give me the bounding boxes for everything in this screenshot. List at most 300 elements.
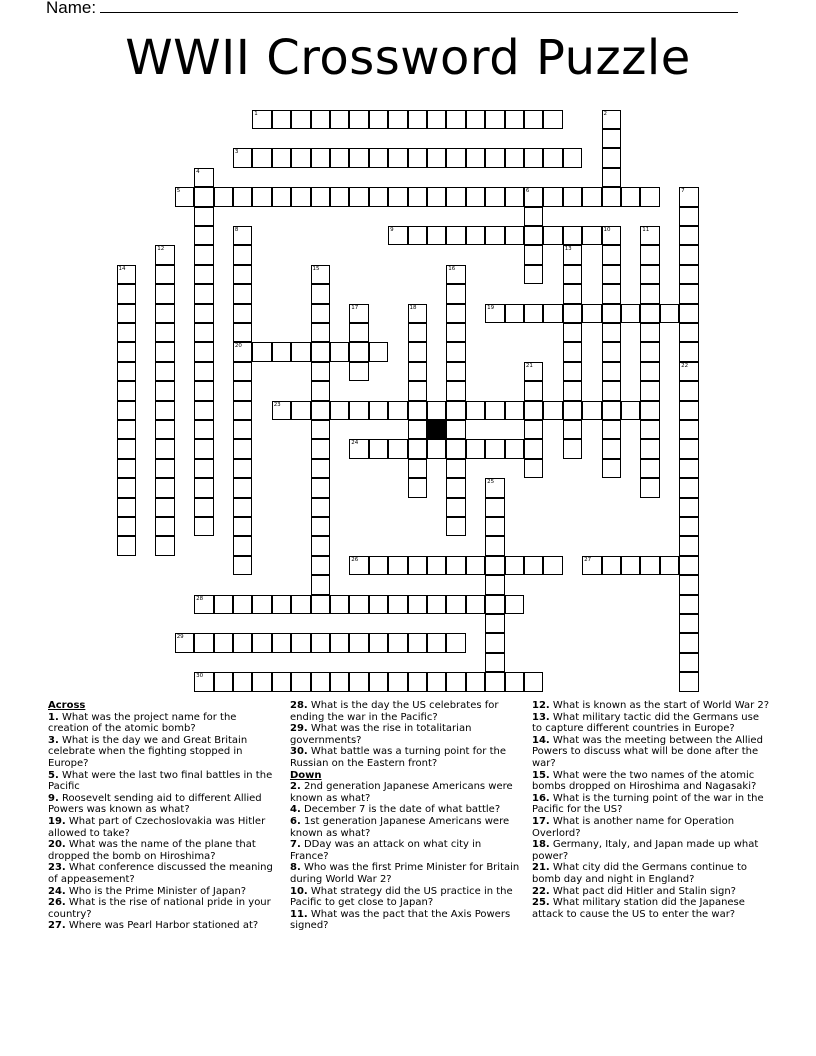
grid-cell[interactable] [505,187,525,207]
grid-cell[interactable] [427,556,447,576]
grid-cell[interactable] [621,401,641,421]
grid-cell[interactable] [543,187,563,207]
grid-cell[interactable] [427,110,447,130]
grid-cell[interactable] [679,342,699,362]
grid-cell[interactable] [466,401,486,421]
grid-cell[interactable] [233,633,253,653]
grid-cell[interactable] [543,110,563,130]
grid-cell[interactable] [311,536,331,556]
grid-cell[interactable] [485,401,505,421]
grid-cell[interactable] [194,342,214,362]
grid-cell[interactable] [311,478,331,498]
grid-cell[interactable] [155,362,175,382]
grid-cell[interactable] [563,245,583,265]
grid-cell[interactable] [446,556,466,576]
grid-cell[interactable] [524,556,544,576]
grid-cell[interactable] [505,595,525,615]
grid-cell[interactable] [640,323,660,343]
grid-cell[interactable] [233,498,253,518]
grid-cell[interactable] [485,536,505,556]
grid-cell[interactable] [466,439,486,459]
grid-cell[interactable] [505,110,525,130]
grid-cell[interactable] [311,284,331,304]
grid-cell[interactable] [194,381,214,401]
grid-cell[interactable] [194,439,214,459]
grid-cell[interactable] [660,304,680,324]
grid-cell[interactable] [485,614,505,634]
grid-cell[interactable] [563,362,583,382]
grid-cell[interactable] [291,401,311,421]
grid-cell[interactable] [427,633,447,653]
grid-cell[interactable] [640,304,660,324]
grid-cell[interactable] [640,265,660,285]
grid-cell[interactable] [252,110,272,130]
grid-cell[interactable] [408,439,428,459]
grid-cell[interactable] [602,342,622,362]
grid-cell[interactable] [679,633,699,653]
grid-cell[interactable] [408,323,428,343]
grid-cell[interactable] [446,595,466,615]
grid-cell[interactable] [175,633,195,653]
grid-cell[interactable] [524,148,544,168]
grid-cell[interactable] [524,381,544,401]
grid-cell[interactable] [679,401,699,421]
grid-cell[interactable] [369,439,389,459]
grid-cell[interactable] [330,342,350,362]
grid-cell[interactable] [640,245,660,265]
grid-cell[interactable] [543,148,563,168]
grid-cell[interactable] [563,284,583,304]
grid-cell[interactable] [563,226,583,246]
grid-cell[interactable] [330,672,350,692]
grid-cell[interactable] [563,323,583,343]
grid-cell[interactable] [427,672,447,692]
grid-cell[interactable] [388,148,408,168]
grid-cell[interactable] [408,342,428,362]
grid-cell[interactable] [330,110,350,130]
grid-cell[interactable] [349,148,369,168]
grid-cell[interactable] [194,304,214,324]
grid-cell[interactable] [155,420,175,440]
grid-cell[interactable] [214,595,234,615]
grid-cell[interactable] [408,362,428,382]
grid-cell[interactable] [311,265,331,285]
grid-cell[interactable] [660,556,680,576]
grid-cell[interactable] [330,595,350,615]
grid-cell[interactable] [388,226,408,246]
grid-cell[interactable] [117,420,137,440]
grid-cell[interactable] [349,323,369,343]
grid-cell[interactable] [369,401,389,421]
grid-cell[interactable] [233,362,253,382]
grid-cell[interactable] [485,187,505,207]
grid-cell[interactable] [349,342,369,362]
grid-cell[interactable] [272,401,292,421]
grid-cell[interactable] [349,187,369,207]
grid-cell[interactable] [679,265,699,285]
grid-cell[interactable] [485,575,505,595]
grid-cell[interactable] [311,439,331,459]
grid-cell[interactable] [621,556,641,576]
grid-cell[interactable] [233,148,253,168]
grid-cell[interactable] [408,110,428,130]
grid-cell[interactable] [543,226,563,246]
grid-cell[interactable] [602,284,622,304]
grid-cell[interactable] [679,575,699,595]
grid-cell[interactable] [602,459,622,479]
grid-cell[interactable] [155,342,175,362]
grid-cell[interactable] [679,381,699,401]
grid-cell[interactable] [214,672,234,692]
grid-cell[interactable] [330,401,350,421]
grid-cell[interactable] [563,420,583,440]
grid-cell[interactable] [679,536,699,556]
grid-cell[interactable] [679,323,699,343]
grid-cell[interactable] [524,187,544,207]
grid-cell[interactable] [194,207,214,227]
grid-cell[interactable] [446,284,466,304]
grid-cell[interactable] [194,595,214,615]
grid-cell[interactable] [446,187,466,207]
grid-cell[interactable] [640,226,660,246]
grid-cell[interactable] [117,265,137,285]
grid-cell[interactable] [194,498,214,518]
grid-cell[interactable] [311,517,331,537]
grid-cell[interactable] [233,556,253,576]
grid-cell[interactable] [602,323,622,343]
grid-cell[interactable] [155,401,175,421]
grid-cell[interactable] [524,672,544,692]
grid-cell[interactable] [194,323,214,343]
grid-cell[interactable] [272,187,292,207]
grid-cell[interactable] [272,342,292,362]
grid-cell[interactable] [194,478,214,498]
grid-cell[interactable] [679,614,699,634]
grid-cell[interactable] [563,381,583,401]
grid-cell[interactable] [369,148,389,168]
grid-cell[interactable] [485,517,505,537]
grid-cell[interactable] [602,362,622,382]
grid-cell[interactable] [427,187,447,207]
grid-cell[interactable] [427,148,447,168]
grid-cell[interactable] [543,401,563,421]
grid-cell[interactable] [679,439,699,459]
grid-cell[interactable] [117,536,137,556]
grid-cell[interactable] [602,226,622,246]
grid-cell[interactable] [117,478,137,498]
grid-cell[interactable] [524,362,544,382]
grid-cell[interactable] [291,110,311,130]
grid-cell[interactable] [524,207,544,227]
grid-cell[interactable] [485,148,505,168]
grid-cell[interactable] [408,633,428,653]
grid-cell[interactable] [233,323,253,343]
grid-cell[interactable] [311,110,331,130]
grid-cell[interactable] [466,672,486,692]
grid-cell[interactable] [485,595,505,615]
grid-cell[interactable] [485,498,505,518]
grid-cell[interactable] [311,401,331,421]
grid-cell[interactable] [505,439,525,459]
grid-cell[interactable] [388,595,408,615]
grid-cell[interactable] [543,304,563,324]
grid-cell[interactable] [214,633,234,653]
grid-cell[interactable] [602,129,622,149]
grid-cell[interactable] [117,342,137,362]
grid-cell[interactable] [524,304,544,324]
grid-cell[interactable] [349,439,369,459]
grid-cell[interactable] [388,439,408,459]
grid-cell[interactable] [446,633,466,653]
grid-cell[interactable] [446,498,466,518]
grid-cell[interactable] [252,672,272,692]
grid-cell[interactable] [311,575,331,595]
grid-cell[interactable] [349,672,369,692]
grid-cell[interactable] [679,653,699,673]
grid-cell[interactable] [388,556,408,576]
grid-cell[interactable] [233,595,253,615]
grid-cell[interactable] [272,633,292,653]
grid-cell[interactable] [408,420,428,440]
grid-cell[interactable] [233,439,253,459]
grid-cell[interactable] [408,148,428,168]
grid-cell[interactable] [233,536,253,556]
grid-cell[interactable] [388,187,408,207]
grid-cell[interactable] [505,672,525,692]
grid-cell[interactable] [524,459,544,479]
grid-cell[interactable] [408,304,428,324]
grid-cell[interactable] [563,401,583,421]
grid-cell[interactable] [408,556,428,576]
grid-cell[interactable] [621,187,641,207]
grid-cell[interactable] [291,148,311,168]
grid-cell[interactable] [369,595,389,615]
grid-cell[interactable] [117,401,137,421]
grid-cell[interactable] [679,226,699,246]
grid-cell[interactable] [679,478,699,498]
grid-cell[interactable] [485,653,505,673]
grid-cell[interactable] [446,362,466,382]
grid-cell[interactable] [543,556,563,576]
grid-cell[interactable] [640,556,660,576]
grid-cell[interactable] [602,245,622,265]
grid-cell[interactable] [291,342,311,362]
grid-cell[interactable] [233,245,253,265]
grid-cell[interactable] [311,672,331,692]
grid-cell[interactable] [291,595,311,615]
grid-cell[interactable] [349,401,369,421]
grid-cell[interactable] [679,187,699,207]
grid-cell[interactable] [233,284,253,304]
grid-cell[interactable] [155,517,175,537]
grid-cell[interactable] [563,304,583,324]
grid-cell[interactable] [563,342,583,362]
grid-cell[interactable] [369,110,389,130]
grid-cell[interactable] [427,226,447,246]
grid-cell[interactable] [155,536,175,556]
grid-cell[interactable] [311,420,331,440]
grid-cell[interactable] [117,323,137,343]
grid-cell[interactable] [233,672,253,692]
grid-cell[interactable] [582,304,602,324]
grid-cell[interactable] [233,304,253,324]
grid-cell[interactable] [524,420,544,440]
grid-cell[interactable] [388,110,408,130]
grid-cell[interactable] [233,381,253,401]
grid-cell[interactable] [408,672,428,692]
grid-cell[interactable] [640,459,660,479]
grid-cell[interactable] [505,401,525,421]
grid-cell[interactable] [194,168,214,188]
grid-cell[interactable] [446,478,466,498]
grid-cell[interactable] [330,187,350,207]
grid-cell[interactable] [369,556,389,576]
grid-cell[interactable] [311,148,331,168]
grid-cell[interactable] [446,342,466,362]
grid-cell[interactable] [582,226,602,246]
grid-cell[interactable] [233,459,253,479]
grid-cell[interactable] [233,265,253,285]
grid-cell[interactable] [602,110,622,130]
grid-cell[interactable] [408,187,428,207]
grid-cell[interactable] [466,226,486,246]
grid-cell[interactable] [446,110,466,130]
grid-cell[interactable] [446,304,466,324]
grid-cell[interactable] [679,672,699,692]
grid-cell[interactable] [466,110,486,130]
grid-cell[interactable] [679,498,699,518]
grid-cell[interactable] [679,556,699,576]
grid-cell[interactable] [349,595,369,615]
grid-cell[interactable] [311,187,331,207]
grid-cell[interactable] [233,342,253,362]
grid-cell[interactable] [349,556,369,576]
grid-cell[interactable] [369,342,389,362]
grid-cell[interactable] [446,459,466,479]
grid-cell[interactable] [311,323,331,343]
grid-cell[interactable] [446,381,466,401]
grid-cell[interactable] [311,633,331,653]
grid-cell[interactable] [388,633,408,653]
grid-cell[interactable] [155,323,175,343]
grid-cell[interactable] [446,672,466,692]
grid-cell[interactable] [563,148,583,168]
grid-cell[interactable] [602,168,622,188]
grid-cell[interactable] [369,633,389,653]
grid-cell[interactable] [602,556,622,576]
grid-cell[interactable] [485,672,505,692]
grid-cell[interactable] [175,187,195,207]
grid-cell[interactable] [485,226,505,246]
grid-cell[interactable] [524,245,544,265]
grid-cell[interactable] [485,304,505,324]
grid-cell[interactable] [388,672,408,692]
grid-cell[interactable] [408,478,428,498]
grid-cell[interactable] [330,148,350,168]
grid-cell[interactable] [679,304,699,324]
grid-cell[interactable] [311,362,331,382]
grid-cell[interactable] [679,207,699,227]
grid-cell[interactable] [194,265,214,285]
grid-cell[interactable] [252,187,272,207]
grid-cell[interactable] [194,633,214,653]
grid-cell[interactable] [427,401,447,421]
grid-cell[interactable] [408,226,428,246]
grid-cell[interactable] [679,284,699,304]
grid-cell[interactable] [446,226,466,246]
grid-cell[interactable] [602,148,622,168]
grid-cell[interactable] [155,304,175,324]
grid-cell[interactable] [679,459,699,479]
grid-cell[interactable] [602,381,622,401]
grid-cell[interactable] [466,187,486,207]
grid-cell[interactable] [194,459,214,479]
grid-cell[interactable] [155,381,175,401]
grid-cell[interactable] [621,304,641,324]
grid-cell[interactable] [311,342,331,362]
grid-cell[interactable] [679,517,699,537]
grid-cell[interactable] [155,284,175,304]
grid-cell[interactable] [117,498,137,518]
grid-cell[interactable] [311,498,331,518]
grid-cell[interactable] [427,439,447,459]
grid-cell[interactable] [446,323,466,343]
grid-cell[interactable] [194,401,214,421]
grid-cell[interactable] [291,187,311,207]
grid-cell[interactable] [640,342,660,362]
grid-cell[interactable] [602,304,622,324]
grid-cell[interactable] [524,265,544,285]
grid-cell[interactable] [214,187,234,207]
grid-cell[interactable] [369,187,389,207]
grid-cell[interactable] [446,265,466,285]
grid-cell[interactable] [602,439,622,459]
grid-cell[interactable] [446,517,466,537]
grid-cell[interactable] [505,304,525,324]
grid-cell[interactable] [446,401,466,421]
grid-cell[interactable] [155,439,175,459]
grid-cell[interactable] [582,187,602,207]
grid-cell[interactable] [155,498,175,518]
grid-cell[interactable] [117,459,137,479]
grid-cell[interactable] [485,110,505,130]
grid-cell[interactable] [485,478,505,498]
grid-cell[interactable] [233,478,253,498]
grid-cell[interactable] [563,187,583,207]
grid-cell[interactable] [640,284,660,304]
grid-cell[interactable] [311,556,331,576]
grid-cell[interactable] [582,401,602,421]
grid-cell[interactable] [524,439,544,459]
grid-cell[interactable] [446,420,466,440]
grid-cell[interactable] [485,439,505,459]
grid-cell[interactable] [524,226,544,246]
grid-cell[interactable] [252,342,272,362]
grid-cell[interactable] [640,401,660,421]
grid-cell[interactable] [291,633,311,653]
grid-cell[interactable] [563,265,583,285]
grid-cell[interactable] [155,459,175,479]
grid-cell[interactable] [272,595,292,615]
grid-cell[interactable] [505,556,525,576]
grid-cell[interactable] [311,381,331,401]
grid-cell[interactable] [679,420,699,440]
grid-cell[interactable] [485,556,505,576]
grid-cell[interactable] [311,595,331,615]
grid-cell[interactable] [233,187,253,207]
grid-cell[interactable] [194,284,214,304]
grid-cell[interactable] [311,459,331,479]
